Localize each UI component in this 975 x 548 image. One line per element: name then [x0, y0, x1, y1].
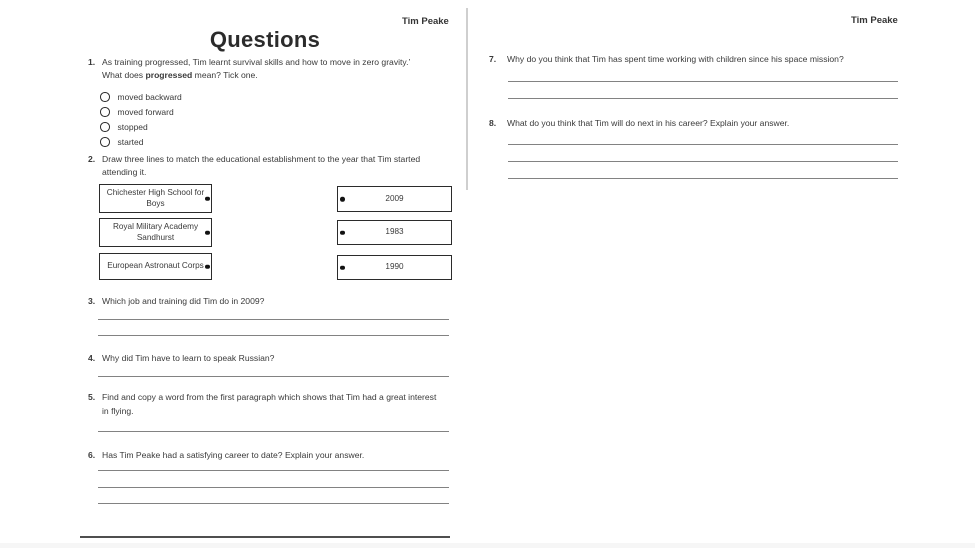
- year-label: 2009: [385, 193, 404, 203]
- page-footer-line: [80, 536, 450, 538]
- tick-circle[interactable]: [100, 92, 110, 102]
- option-label: stopped: [117, 122, 148, 132]
- year-box-1: [337, 186, 452, 212]
- q1-text-line2-bold: progressed: [145, 70, 193, 80]
- q2-text-line2: attending it.: [102, 167, 147, 177]
- tick-circle[interactable]: [100, 122, 110, 132]
- q7-number: 7.: [489, 54, 497, 64]
- connector-dot: [340, 230, 345, 235]
- page-header-right: Tim Peake: [851, 15, 898, 26]
- q5-number: 5.: [88, 392, 96, 402]
- answer-line: [508, 81, 898, 82]
- establishment-box-3: [99, 253, 212, 280]
- q7-text: Why do you think that Tim has spent time working with children since his space mission?: [507, 54, 844, 64]
- connector-dot: [340, 265, 345, 270]
- tick-circle[interactable]: [100, 137, 110, 147]
- option-label: moved forward: [117, 107, 174, 117]
- option-row-2: [100, 107, 174, 117]
- page-header-left: Tim Peake: [402, 16, 449, 27]
- page-divider: [466, 8, 468, 190]
- connector-dot: [205, 264, 210, 269]
- answer-line: [508, 161, 898, 162]
- q5-text-line2: in flying.: [102, 406, 134, 416]
- year-box-2: [337, 220, 452, 245]
- option-label: started: [117, 137, 144, 147]
- q5-text-line1: Find and copy a word from the first paragraph which shows that Tim had a great interest: [102, 392, 437, 402]
- option-row-1: [100, 92, 182, 102]
- q8-text: What do you think that Tim will do next in his career? Explain your answer.: [507, 118, 790, 128]
- answer-line: [98, 487, 449, 488]
- connector-dot: [340, 197, 345, 202]
- answer-line: [98, 431, 449, 432]
- q1-text-line2-pre: What does: [102, 70, 146, 80]
- tick-circle[interactable]: [100, 107, 110, 117]
- establishment-label: Chichester High School for Boys: [106, 188, 205, 208]
- answer-line: [98, 503, 449, 504]
- q2-number: 2.: [88, 154, 96, 164]
- q1-number: 1.: [88, 57, 96, 67]
- q8-number: 8.: [489, 118, 497, 128]
- option-row-3: [100, 122, 148, 132]
- q1-text-line2-post: mean? Tick one.: [192, 70, 258, 80]
- q1-text-line2: [102, 70, 258, 80]
- establishment-label: Royal Military Academy Sandhurst: [112, 222, 199, 242]
- option-row-4: [100, 137, 144, 147]
- answer-line: [508, 98, 898, 99]
- connector-dot: [205, 230, 210, 235]
- q3-number: 3.: [88, 296, 96, 306]
- establishment-box-2: [99, 218, 212, 247]
- q4-number: 4.: [88, 353, 96, 363]
- establishment-label: European Astronaut Corps: [107, 261, 204, 271]
- answer-line: [508, 144, 898, 145]
- page-title: Questions: [209, 27, 321, 52]
- q1-text-line1: As training progressed, Tim learnt survival skills and how to move in zero gravity.’: [102, 57, 411, 67]
- q2-text-line1: Draw three lines to match the educational establishment to the year that Tim started: [102, 154, 421, 164]
- connector-dot: [205, 196, 210, 201]
- q4-text: Why did Tim have to learn to speak Russian?: [102, 353, 275, 363]
- year-box-3: [337, 255, 452, 280]
- bottom-edge-band: [0, 543, 975, 548]
- answer-line: [98, 319, 449, 320]
- answer-line: [98, 376, 449, 377]
- answer-line: [98, 335, 449, 336]
- answer-line: [508, 178, 898, 179]
- option-label: moved backward: [117, 92, 182, 102]
- year-label: 1983: [385, 227, 404, 237]
- answer-line: [98, 470, 449, 471]
- q6-number: 6.: [88, 450, 96, 460]
- q6-text: Has Tim Peake had a satisfying career to date? Explain your answer.: [102, 450, 365, 460]
- q3-text: Which job and training did Tim do in 2009?: [102, 296, 265, 306]
- establishment-box-1: [99, 184, 212, 213]
- year-label: 1990: [385, 262, 404, 272]
